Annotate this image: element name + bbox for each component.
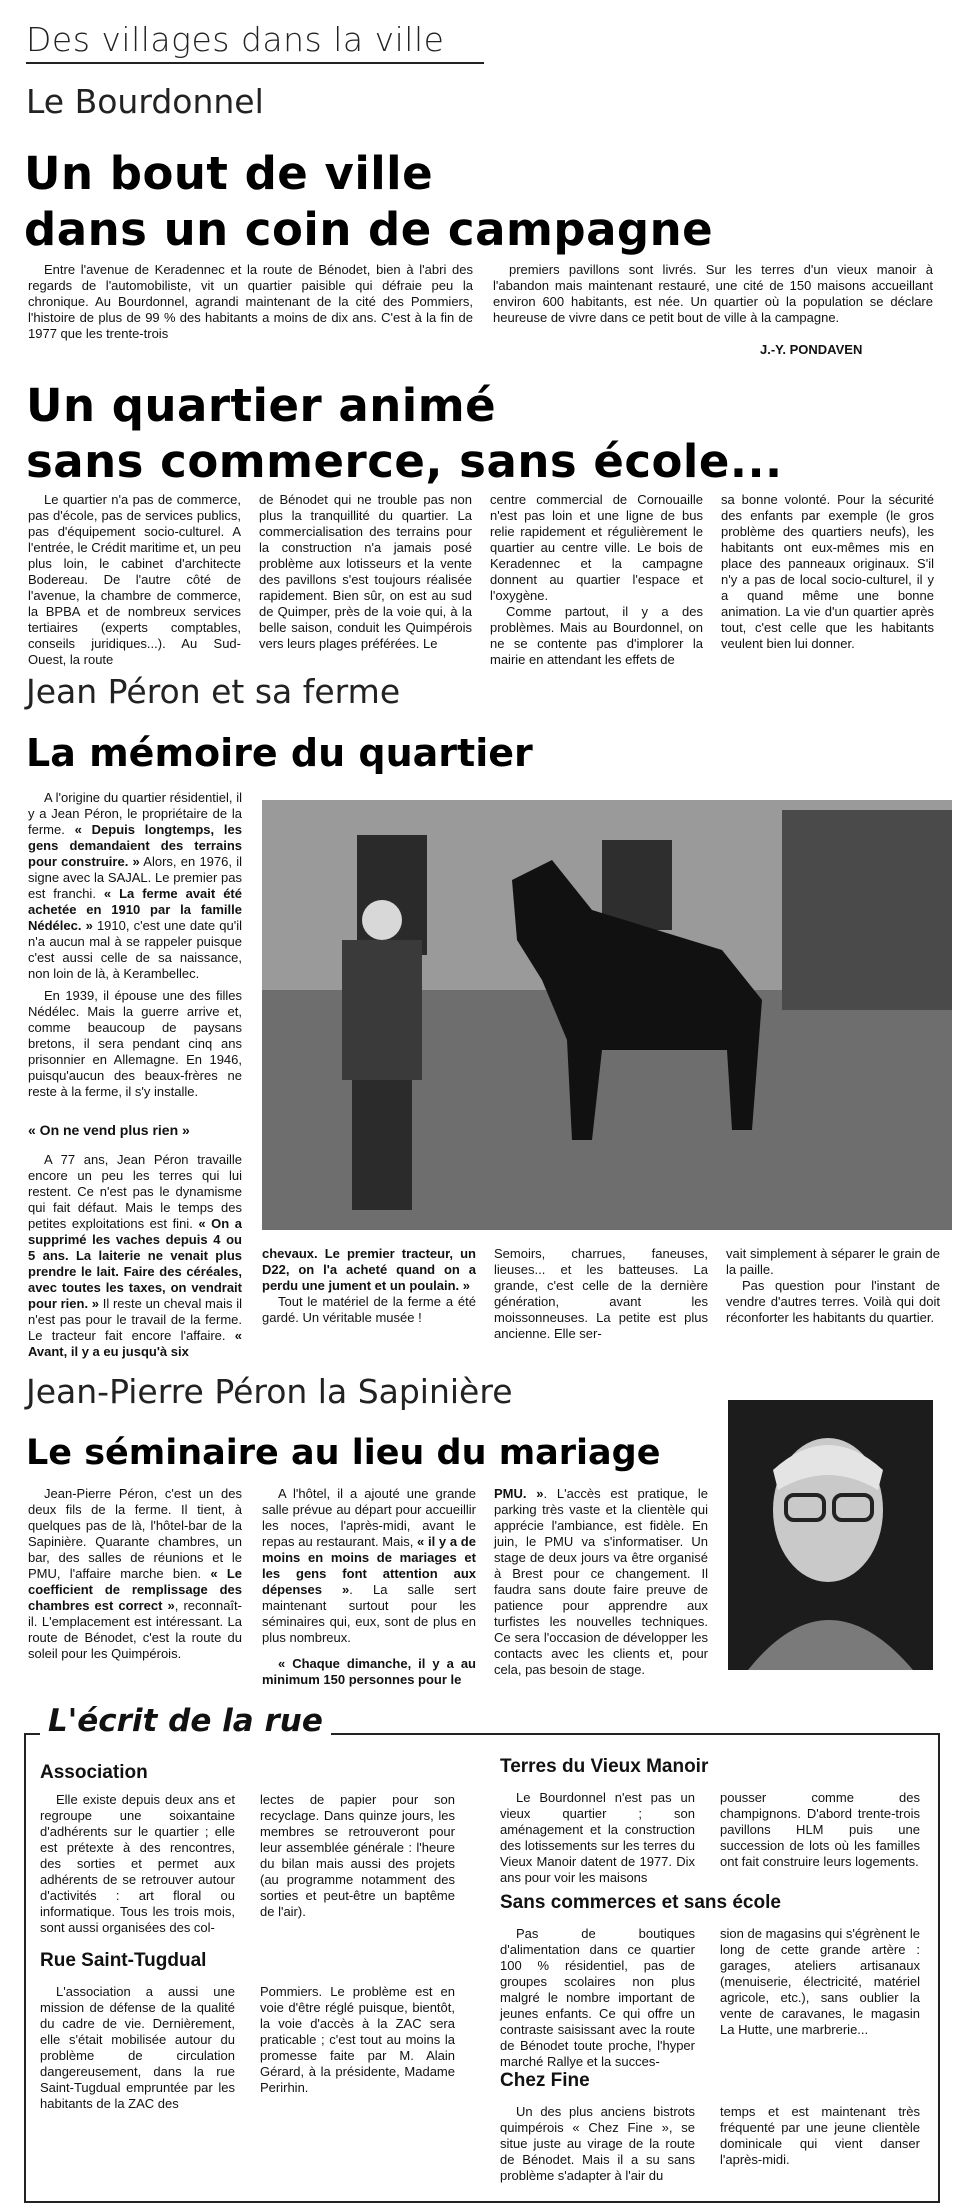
sans-commerces-col-1: Pas de boutiques d'alimentation dans ce quartier 100 % résidentiel, pas de groupes scolaires non plus malgré le nombre important de jeunes enfants. Ce qui offre un contraste saisissant avec la route de Bénodet toute proche, l'hyper marché Rallye et la succes- <box>500 1926 695 2069</box>
column-1: Le quartier n'a pas de commerce, pas d'école, pas de services publics, pas d'équipement socio-culturel. A l'entrée, le Crédit maritime et, un peu plus loin, le cabinet d'architecte Bodereau. De l'autre côté de l'avenue, la chambre de commerce, la BPBA et de nombreux services tertiaires (experts comptables, conseils juridiques...). Au Sud-Ouest, la route <box>28 492 241 667</box>
section4-column-3: PMU. ». L'accès est pratique, le parking très vaste et la clientèle qui apprécie l'ambiance, est fidèle. En juin, le PMU va s'informatiser. Un stage de deux jours va être organisé à Brest pour ce changement. Il faudra sans doute faire preuve de patience pour apprendre aux turfistes les nouvelles techniques. Ce sera l'occasion de développer les contacts avec les clients et, pour cela, pas besoin de stage. <box>494 1486 708 1677</box>
intro-column-2: premiers pavillons sont livrés. Sur les terres d'un vieux manoir à l'abandon mais maintenant restauré, une cité de 150 maisons accueillant environ 600 habitants, est née. Un quartier où la population se déclare heureuse de vivre dans ce petit bout de ville à la campagne. <box>493 262 933 325</box>
terres-col-1: Le Bourdonnel n'est pas un vieux quartier ; son aménagement et la construction des lotissements sur les terres du Vieux Manoir datent de 1977. Dix ans pour voir les maisons <box>500 1790 695 1885</box>
column-2: de Bénodet qui ne trouble pas non plus la tranquillité du quartier. La commercialisation des terrains pour la construction n'a jamais posé problème aux lotisseurs et la vente des pavillons s'est toujours réalisée rapidement. Bien sûr, on est au sud de Quimper, près de la voie qui, à la belle saison, conduit les Quimpérois vers leurs plages préférées. Le <box>259 492 472 651</box>
association-col-2: lectes de papier pour son recyclage. Dans quinze jours, les membres se retrouveront pour leur assemblée générale : l'heure du bilan mais aussi des projets (au programme notamment des sorties et peut-être un baptême de l'air). <box>260 1792 455 1919</box>
byline: J.-Y. PONDAVEN <box>760 342 863 357</box>
association-col-1: Elle existe depuis deux ans et regroupe une soixantaine d'adhérents sur le quartier ; elle est prétexte à des rencontres, des sorties et permet aux adhérents de se retrouver autour d'activités : art floral ou informatique. Tous les trois mois, sont aussi organisées des col- <box>40 1792 235 1935</box>
section4-column-2: A l'hôtel, il a ajouté une grande salle prévue au départ pour accueillir les noces, l'après-midi, avant le repas au restaurant. Mais, « il y a de moins en moins de mariages et les gens font attention aux dépenses ». La salle sert maintenant surtout pour les séminaires qui, eux, sont de plus en plus nombreux. « Chaque dimanche, il y a au minimum 150 personnes pour le <box>262 1486 476 1687</box>
section1-headline <box>24 146 924 258</box>
saint-tugdual-heading: Rue Saint-Tugdual <box>40 1950 207 1971</box>
sans-commerces-col-2: sion de magasins qui s'égrènent le long de cette grande artère : garages, ateliers artisanaux (menuiserie, électricité, matériel agricole, etc.), sans oublier la vente de caravanes, le magasin La Hutte, une marbrerie... <box>720 1926 920 2037</box>
section2-columns <box>28 492 934 668</box>
portrait-photo <box>728 1400 933 1670</box>
series-title: Des villages dans la ville <box>26 20 445 59</box>
terres-col-2: pousser comme des champignons. D'abord trente-trois pavillons HLM puis une succession de lots où les familles ont fait construire leurs logements. <box>720 1790 920 1869</box>
chez-fine-col-1: Un des plus anciens bistrots quimpérois « Chez Fine », se situe juste au virage de la route de Bénodet. Mais il a su sans problème s'adapter à l'air du <box>500 2104 695 2183</box>
intro-column-1: Entre l'avenue de Keradennec et la route de Bénodet, bien à l'abri des regards de l'automobiliste, vit un quartier paisible qui défraie peu la chronique. Au Bourdonnel, agrandi maintenant de la cité des Pommiers, l'histoire de plus de 99 % des habitants a moins de dix ans. C'est à la fin de 1977 que les trente-trois <box>28 262 473 341</box>
photo-illustration <box>262 800 952 1230</box>
section4-kicker: Jean-Pierre Péron la Sapinière <box>26 1372 513 1411</box>
column-3: centre commercial de Cornouaille n'est pas loin et une ligne de bus relie rapidement et régulièrement le quartier au centre ville. Le bois de Keradennec et la campagne donnent au quartier l'espace et l'oxygène. Comme partout, il y a des problèmes. Mais au Bourdonnel, on ne se contente pas d'implorer la mairie en attendant les effets de <box>490 492 703 667</box>
section3-left-column: A l'origine du quartier résidentiel, il y a Jean Péron, le propriétaire de la ferme. « Depuis longtemps, les gens demandaient des terrains pour construire. » Alors, en 1976, il signe avec la SAJAL. Le premier pas est franchi. « La ferme avait été achetée en 1910 par la famille Nédélec. » 1910, c'est une date qu'il n'a aucun mal à se rappeler puisque c'est aussi celle de sa naissance, non loin de là, à Kerambellec. En 1939, il épouse une des filles Nédélec. Mais la guerre arrive et, comme beaucoup de paysans bretons, il sera pendant cinq ans prisonnier en Allemagne. En 1946, puisqu'aucun des beaux-frères ne reste à la ferme, il s'y installe. « On ne vend plus rien » A 77 ans, Jean Péron travaille encore un peu les terres qui lui restent. Ce n'est pas le dynamisme qui fait défaut. Mais le temps des petites exploitations est fini. « On a supprimé les vaches depuis 4 ou 5 ans. La laiterie ne venait plus prendre le lait. Faire des céréales, avec toutes les taxes, on vendrait pour rien. » Il reste un cheval mais il n'est pas pour le travail de la ferme. Le tracteur fait encore l'affaire. « Avant, il y a eu jusqu'à six <box>28 790 242 1359</box>
saint-tugdual-col-2: Pommiers. Le problème est en voie d'être réglé puisque, bientôt, la voie d'accès à la ZAC sera praticable ; c'est tout au moins la promesse faite par M. Alain Gérard, à la présidente, Madame Perirhin. <box>260 1984 455 2095</box>
sans-commerces-heading: Sans commerces et sans école <box>500 1892 781 1913</box>
chez-fine-heading: Chez Fine <box>500 2070 590 2091</box>
section2-headline <box>26 378 926 490</box>
section1-kicker: Le Bourdonnel <box>26 82 264 121</box>
section3-column-4: vait simplement à séparer le grain de la paille. Pas question pour l'instant de vendre d'autres terres. Voilà qui doit réconforter les habitants du quartier. <box>726 1246 940 1325</box>
portrait-illustration <box>728 1400 933 1670</box>
farmer-horse-photo <box>262 800 952 1230</box>
section5-title: L'écrit de la rue <box>40 1703 331 1739</box>
headline-line-1: Un quartier animé <box>26 379 497 432</box>
saint-tugdual-col-1: L'association a aussi une mission de défense de la qualité du cadre de vie. Dernièrement, elle s'était mobilisée autour du problème de circulation dangereusement, dans la rue Saint-Tugdual empruntée par les habitants de la ZAC des <box>40 1984 235 2111</box>
section3-column-3: Semoirs, charrues, faneuses, lieuses... et les batteuses. La grande, c'est celle de la dernière génération, avant les moissonneuses. La petite est plus ancienne. Elle ser- <box>494 1246 708 1341</box>
column-4: sa bonne volonté. Pour la sécurité des enfants par exemple (le gros problème des quartiers neufs), les habitants ont eux-mêmes mis en place des panneaux originaux. S'il n'y a pas de local socio-culturel, il y a quand même une bonne animation. La vie d'un quartier après tout, c'est celle que les habitants veulent bien lui donner. <box>721 492 934 651</box>
headline-line-1: Un bout de ville <box>24 147 434 200</box>
terres-heading: Terres du Vieux Manoir <box>500 1756 709 1777</box>
section3-headline: La mémoire du quartier <box>26 731 533 775</box>
section4-column-1: Jean-Pierre Péron, c'est un des deux fils de la ferme. Il tient, à quelques pas de là, l'hôtel-bar de la Sapinière. Quarante chambres, un bar, des salles de réunions et le PMU, l'affaire marche bien. « Le coefficient de remplissage des chambres est correct », reconnaît-il. L'emplacement est intéressant. La route de Bénodet, c'est la route du soleil pour les Quimpérois. <box>28 1486 243 1661</box>
section3-column-2: chevaux. Le premier tracteur, un D22, on l'a acheté quand on a perdu une jument et un poulain. » Tout le matériel de la ferme a été gardé. Un véritable musée ! <box>262 1246 476 1325</box>
subhead: « On ne vend plus rien » <box>28 1122 190 1138</box>
association-heading: Association <box>40 1762 148 1783</box>
section3-kicker: Jean Péron et sa ferme <box>26 672 401 711</box>
series-underline <box>26 62 484 64</box>
chez-fine-col-2: temps et est maintenant très fréquenté par une jeune clientèle dominicale qui vient danser l'après-midi. <box>720 2104 920 2167</box>
section4-headline: Le séminaire au lieu du mariage <box>26 1433 661 1473</box>
headline-line-2: sans commerce, sans école... <box>26 435 783 488</box>
headline-line-2: dans un coin de campagne <box>24 203 714 256</box>
